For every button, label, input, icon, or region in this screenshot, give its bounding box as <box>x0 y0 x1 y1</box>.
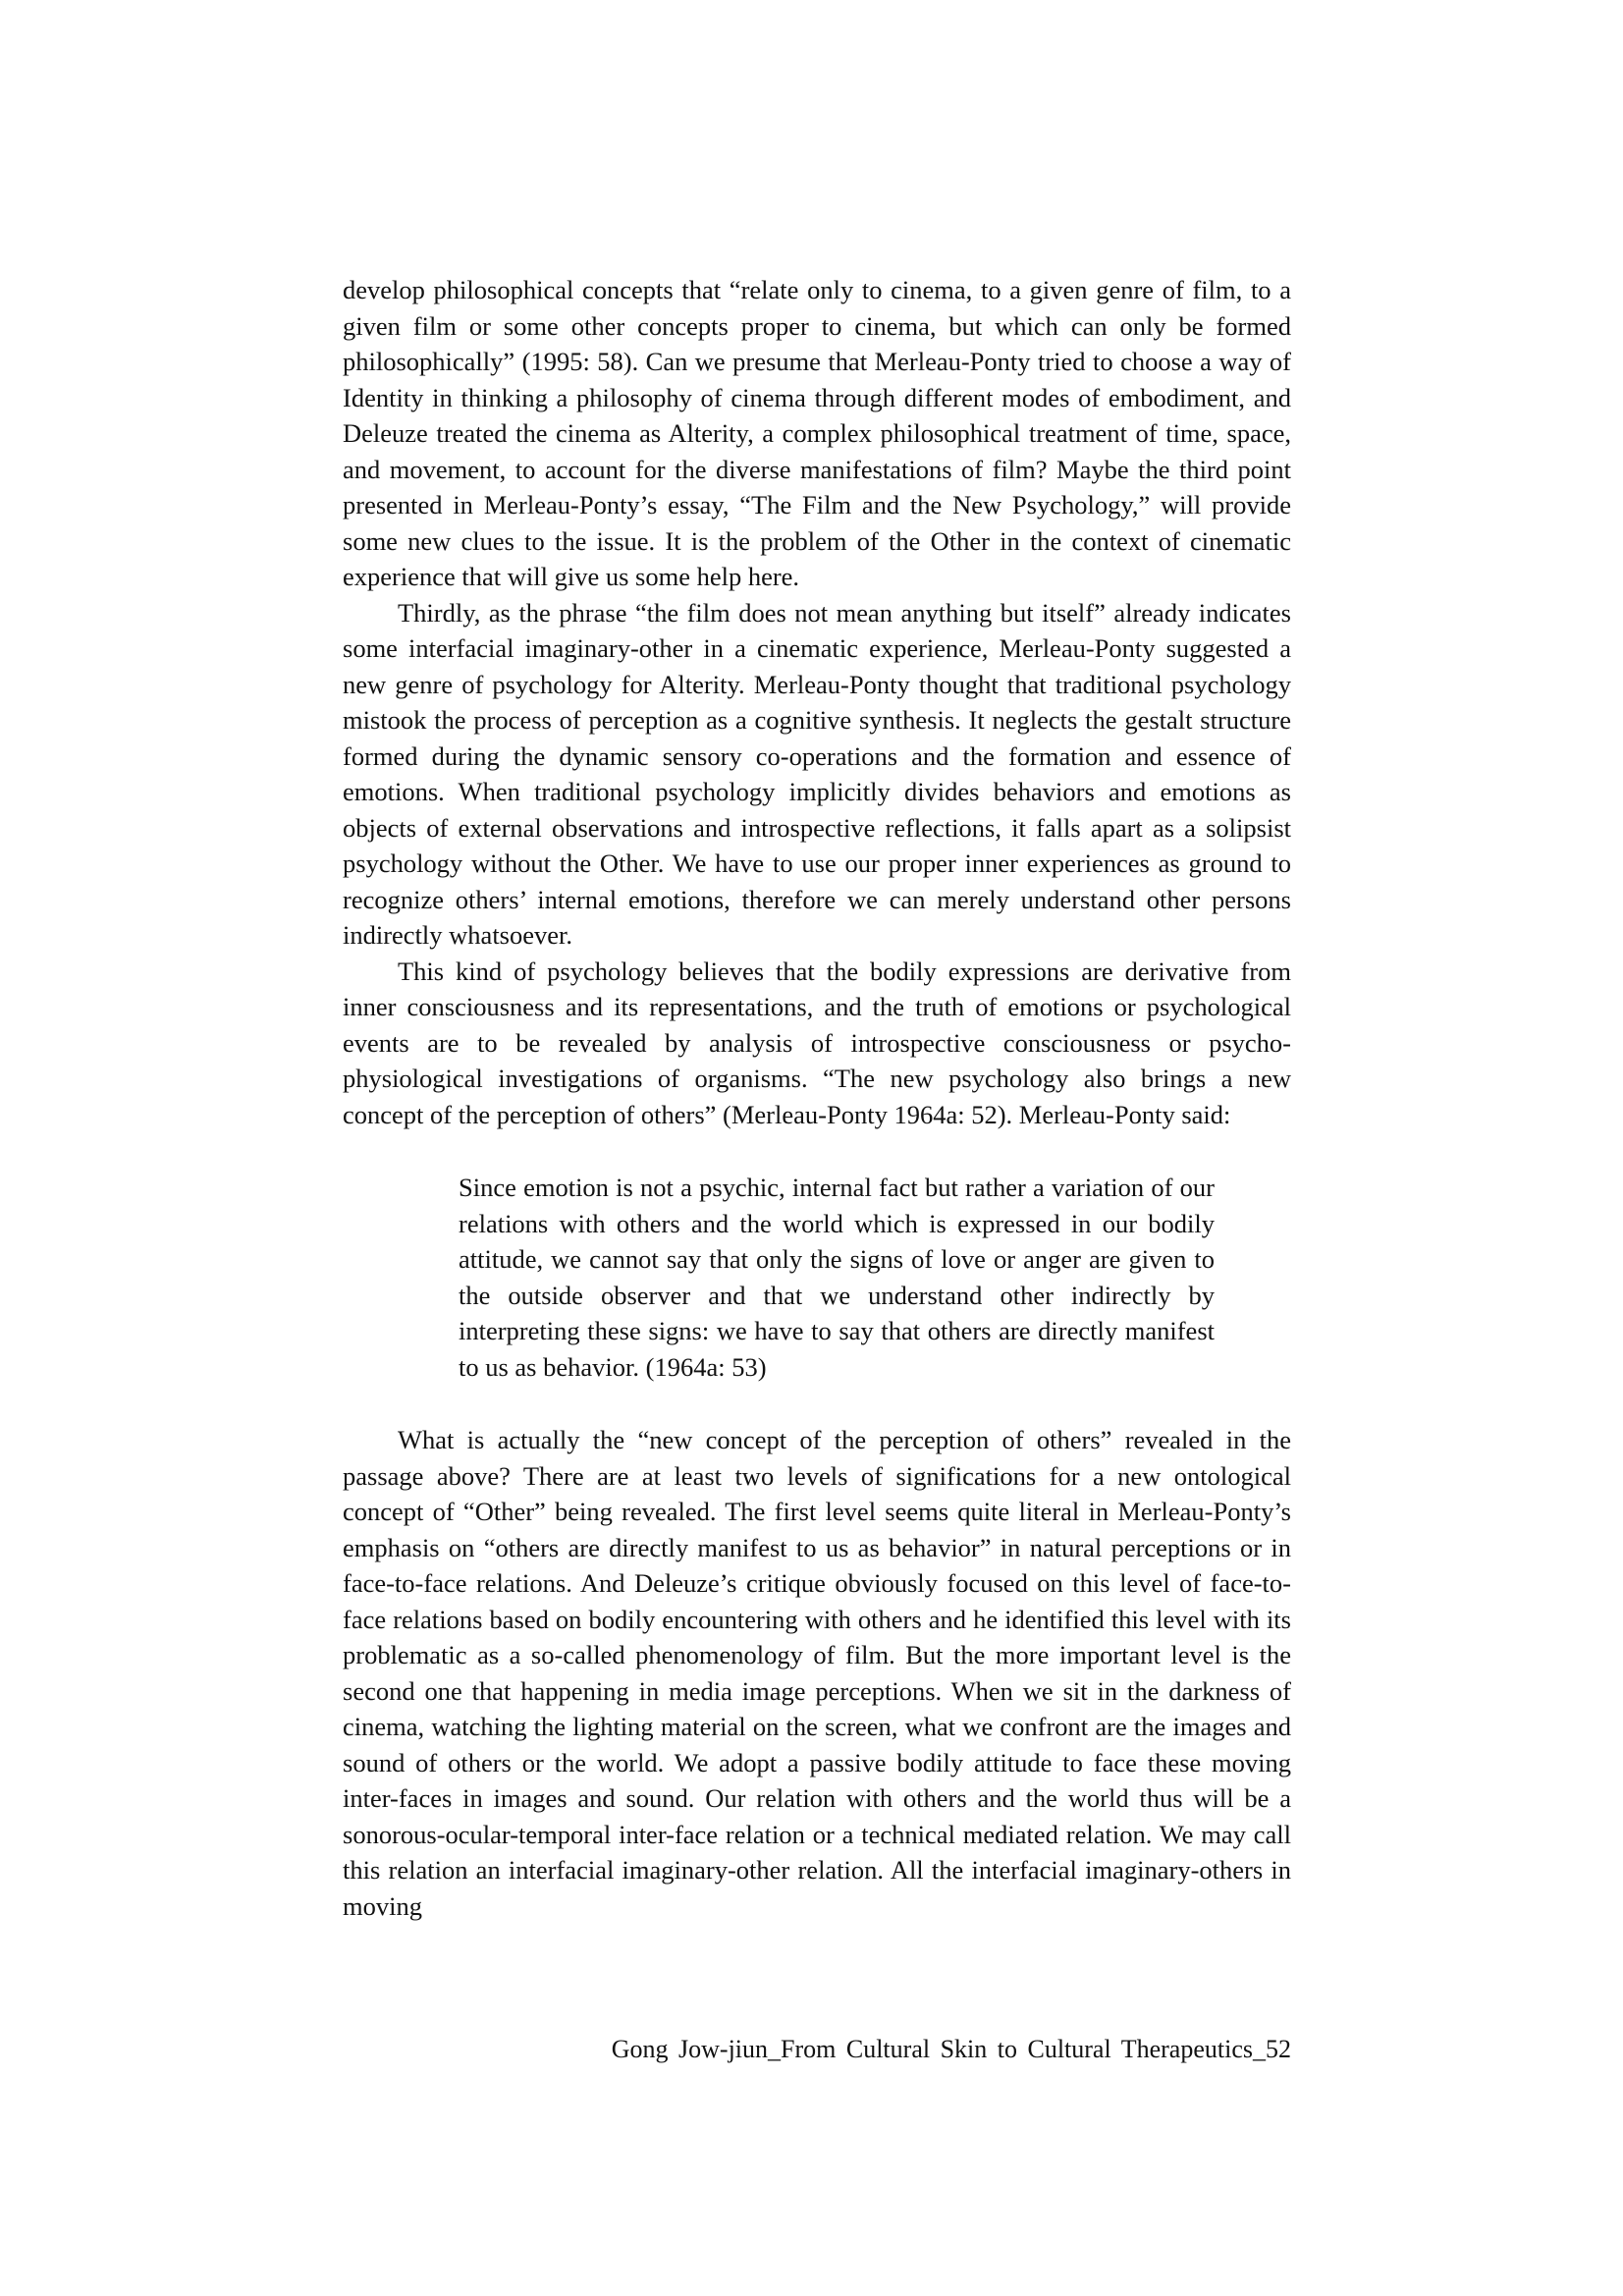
body-paragraph: What is actually the “new concept of the perception of others” revealed in the passage above? There are at least two levels of significations for a new ontological concept of “Other” being revealed. The first level seems quite literal in Merleau-Ponty’s emphasis on “others are directly manifest to us as behavior” in natural perceptions or in face-to-face relations. And Deleuze’s critique obviously focused on this level of face-to-face relations based on bodily encountering with others and he identified this level with its problematic as a so-called phenomenology of film. But the more important level is the second one that happening in media image perceptions. When we sit in the darkness of cinema, watching the lighting material on the screen, what we confront are the images and sound of others or the world. We adopt a passive bodily attitude to face these moving inter-faces in images and sound. Our relation with others and the world thus will be a sonorous-ocular-temporal inter-face relation or a technical mediated relation. We may call this relation an interfacial imaginary-other relation. All the interfacial imaginary-others in moving <box>343 1425 1291 1921</box>
page-footer: Gong Jow-jiun_From Cultural Skin to Cultural Therapeutics_52 <box>611 2035 1291 2063</box>
page-body <box>343 272 1291 1924</box>
body-paragraph: develop philosophical concepts that “relate only to cinema, to a given genre of film, to a given film or some other concepts proper to cinema, but which can only be formed philosophically” (1995: 58). Can we presume that Merleau-Ponty tried to choose a way of Identity in thinking a philosophy of cinema through different modes of embodiment, and Deleuze treated the cinema as Alterity, a complex philosophical treatment of time, space, and movement, to account for the diverse manifestations of film? Maybe the third point presented in Merleau-Ponty’s essay, “The Film and the New Psychology,” will provide some new clues to the issue. It is the problem of the Other in the context of cinematic experience that will give us some help here. <box>343 275 1291 591</box>
block-quote: Since emotion is not a psychic, internal fact but rather a variation of our relations with others and the world which is expressed in our bodily attitude, we cannot say that only the signs of love or anger are given to the outside observer and that we understand other indirectly by interpreting these signs: we have to say that others are directly manifest to us as behavior. (1964a: 53) <box>459 1173 1215 1382</box>
body-paragraph: Thirdly, as the phrase “the film does not mean anything but itself” already indicates some interfacial imaginary-other in a cinematic experience, Merleau-Ponty suggested a new genre of psychology for Alterity. Merleau-Ponty thought that traditional psychology mistook the process of perception as a cognitive synthesis. It neglects the gestalt structure formed during the dynamic sensory co-operations and the formation and essence of emotions. When traditional psychology implicitly divides behaviors and emotions as objects of external observations and introspective reflections, it falls apart as a solipsist psychology without the Other. We have to use our proper inner experiences as ground to recognize others’ internal emotions, therefore we can merely understand other persons indirectly whatsoever. <box>343 597 1291 950</box>
body-paragraph: This kind of psychology believes that the bodily expressions are derivative from inner consciousness and its representations, and the truth of emotions or psychological events are to be revealed by analysis of introspective consciousness or psycho-physiological investigations of organisms. “The new psychology also brings a new concept of the perception of others” (Merleau-Ponty 1964a: 52). Merleau-Ponty said: <box>343 956 1291 1129</box>
